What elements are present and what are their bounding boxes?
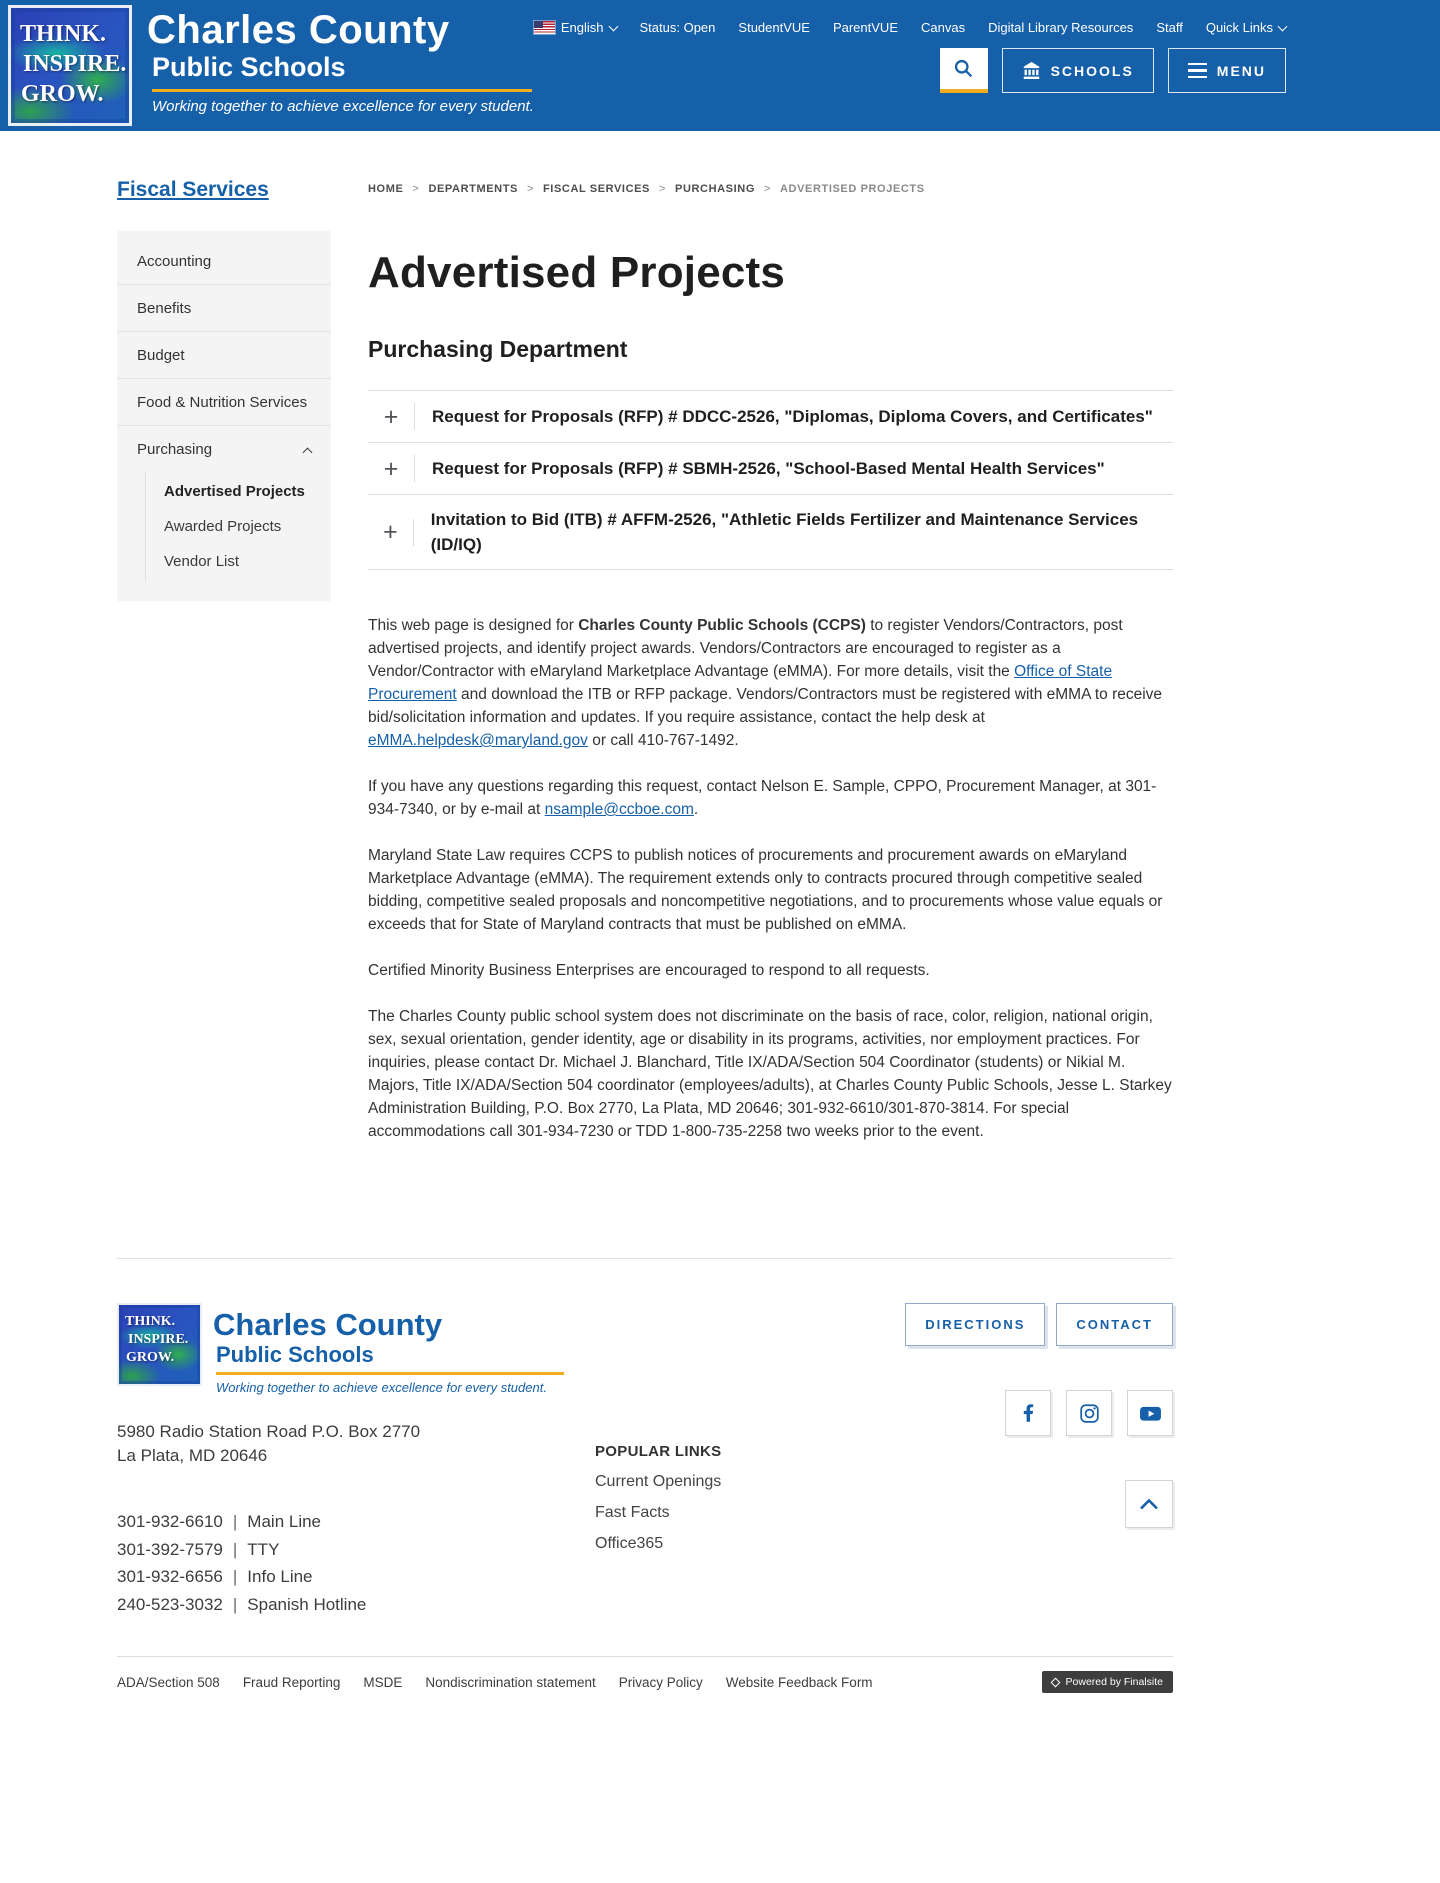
menu-button-label: MENU bbox=[1216, 62, 1267, 79]
plus-icon: + bbox=[383, 518, 398, 546]
accordion-title: Request for Proposals (RFP) # SBMH-2526, "School-Based Mental Health Services" bbox=[432, 459, 1105, 478]
footer-tagline: Working together to achieve excellence for every student. bbox=[216, 1380, 547, 1395]
social-links bbox=[1005, 1390, 1173, 1436]
body-copy bbox=[368, 614, 1173, 1143]
paragraph-contact bbox=[368, 775, 1173, 821]
chevron-down-icon bbox=[608, 21, 618, 31]
menu-button[interactable] bbox=[1168, 48, 1286, 93]
phone-tty bbox=[117, 1536, 595, 1564]
site-tagline: Working together to achieve excellence for every student. bbox=[152, 98, 534, 115]
text-segment: This web page is designed for bbox=[368, 617, 579, 634]
sidebar-item-advertised-projects[interactable]: Advertised Projects bbox=[164, 483, 305, 500]
sidebar-item-vendor-list[interactable]: Vendor List bbox=[164, 553, 240, 570]
accordion-title: Invitation to Bid (ITB) # AFFM-2526, "Athletic Fields Fertilizer and Maintenance Services (ID/IQ) bbox=[430, 510, 1139, 554]
link-office365[interactable]: Office365 bbox=[595, 1535, 664, 1552]
nav-studentvue[interactable]: StudentVUE bbox=[738, 20, 810, 35]
finalsite-icon bbox=[1050, 1677, 1060, 1687]
purchasing-subnav bbox=[145, 472, 331, 581]
footer-left bbox=[117, 1303, 595, 1618]
text-segment: If you have any questions regarding this request, contact Nelson E. Sample, CPPO, Procurement Manager, at 301-934-7340, or by e-mail at bbox=[368, 778, 1157, 818]
footer-title-line2: Public Schools bbox=[216, 1342, 374, 1367]
footer-columns bbox=[117, 1259, 1173, 1618]
link-current-openings[interactable]: Current Openings bbox=[595, 1473, 722, 1490]
nav-status[interactable]: Status: Open bbox=[639, 20, 716, 35]
footer-logo[interactable] bbox=[117, 1303, 202, 1386]
breadcrumb-fiscal-services[interactable]: FISCAL SERVICES bbox=[542, 183, 650, 195]
schools-button[interactable] bbox=[1002, 48, 1154, 93]
footer-phones bbox=[117, 1508, 595, 1618]
powered-by-label: Powered by Finalsite bbox=[1065, 1676, 1163, 1688]
site-identity bbox=[147, 8, 534, 131]
chevron-down-icon bbox=[1278, 21, 1288, 31]
gold-divider bbox=[152, 89, 532, 92]
youtube-icon bbox=[1139, 1404, 1162, 1423]
section-title: Purchasing Department bbox=[368, 336, 628, 362]
breadcrumb-separator: > bbox=[659, 183, 667, 195]
phone-label: Spanish Hotline bbox=[247, 1594, 367, 1614]
text-segment: and download the ITB or RFP package. Vendors/Contractors must be registered with eMMA to receive bid/solicitation information and updates. If you require assistance, contact the help desk at bbox=[368, 686, 1163, 726]
breadcrumb bbox=[368, 183, 1173, 195]
breadcrumb-purchasing[interactable]: PURCHASING bbox=[675, 183, 755, 195]
logo-text-grow: GROW. bbox=[21, 81, 104, 107]
logo-text-think: THINK. bbox=[20, 21, 107, 47]
breadcrumb-home[interactable]: HOME bbox=[368, 183, 404, 195]
footer-right bbox=[907, 1303, 1173, 1618]
address-line1: 5980 Radio Station Road P.O. Box 2770 bbox=[117, 1422, 421, 1441]
footer-bottom-links bbox=[117, 1675, 873, 1690]
footer-bottom-bar bbox=[117, 1656, 1173, 1703]
page-title: Advertised Projects bbox=[368, 248, 786, 297]
phone-number: 301-932-6610 bbox=[117, 1512, 223, 1531]
text-segment: to register Vendors/Contractors, post advertised projects, and identify project awards. Vendors/Contractors are encouraged to register as a Vendor/Contractor with eMaryland Marketplace Advantage (eMMA). For more details, visit the bbox=[368, 617, 1123, 680]
text-bold-ccps: Charles County Public Schools (CCPS) bbox=[578, 617, 866, 634]
gold-divider bbox=[216, 1372, 564, 1375]
link-fast-facts[interactable]: Fast Facts bbox=[595, 1504, 670, 1521]
text-segment: or call 410-767-1492. bbox=[587, 732, 739, 749]
us-flag-icon bbox=[534, 21, 555, 34]
facebook-icon bbox=[1023, 1403, 1034, 1423]
phone-main-line bbox=[117, 1508, 595, 1536]
accordion-divider bbox=[413, 519, 414, 546]
accordion-divider bbox=[414, 403, 415, 430]
breadcrumb-departments[interactable]: DEPARTMENTS bbox=[428, 183, 518, 195]
plus-icon: + bbox=[383, 402, 399, 431]
phone-number: 301-932-6656 bbox=[117, 1567, 223, 1586]
scroll-to-top-button[interactable] bbox=[1125, 1480, 1173, 1528]
language-label: English bbox=[560, 20, 604, 35]
accordion-rfp-sbmh-2526[interactable] bbox=[368, 443, 1173, 495]
phone-number: 301-392-7579 bbox=[117, 1539, 223, 1559]
link-office-of-state-procurement[interactable]: Office of State Procurement bbox=[368, 663, 1113, 703]
footer-middle bbox=[595, 1303, 907, 1618]
link-fraud-reporting[interactable]: Fraud Reporting bbox=[242, 1674, 341, 1690]
header-right bbox=[534, 0, 1440, 131]
utility-nav bbox=[534, 20, 1286, 35]
link-msde[interactable]: MSDE bbox=[363, 1674, 403, 1690]
site-title-line2: Public Schools bbox=[152, 52, 346, 82]
directions-button[interactable]: DIRECTIONS bbox=[905, 1303, 1045, 1346]
pipe-separator: | bbox=[232, 1512, 238, 1531]
accordion-rfp-ddcc-2526[interactable] bbox=[368, 391, 1173, 443]
phone-label: Main Line bbox=[247, 1512, 322, 1531]
footer-title-line1: Charles County bbox=[213, 1307, 443, 1342]
link-nondiscrimination-statement[interactable]: Nondiscrimination statement bbox=[425, 1674, 596, 1690]
accordion-divider bbox=[414, 455, 415, 482]
pipe-separator: | bbox=[232, 1539, 238, 1559]
phone-spanish-hotline bbox=[117, 1591, 595, 1619]
logo-text-inspire: INSPIRE. bbox=[128, 1332, 189, 1347]
popular-links-title: POPULAR LINKS bbox=[595, 1443, 722, 1460]
sidebar-item-food-nutrition[interactable]: Food & Nutrition Services bbox=[117, 378, 331, 425]
section-nav bbox=[117, 231, 331, 601]
logo-text-grow: GROW. bbox=[126, 1350, 175, 1365]
nav-digital-library[interactable]: Digital Library Resources bbox=[988, 20, 1134, 35]
accordion-itb-affm-2526[interactable] bbox=[368, 495, 1173, 570]
chevron-up-icon[interactable] bbox=[303, 447, 313, 457]
header-actions bbox=[940, 48, 1286, 93]
plus-icon: + bbox=[383, 454, 399, 483]
sidebar bbox=[117, 131, 331, 1166]
school-icon bbox=[1022, 62, 1041, 79]
pipe-separator: | bbox=[232, 1594, 238, 1614]
breadcrumb-current: ADVERTISED PROJECTS bbox=[780, 183, 925, 195]
sidebar-item-budget[interactable]: Budget bbox=[117, 331, 331, 378]
main-layout bbox=[117, 131, 1173, 1166]
phone-label: Info Line bbox=[247, 1567, 313, 1586]
breadcrumb-separator: > bbox=[412, 183, 420, 195]
schools-button-label: SCHOOLS bbox=[1050, 62, 1134, 79]
contact-button[interactable]: CONTACT bbox=[1056, 1303, 1173, 1346]
footer-buttons bbox=[905, 1303, 1173, 1346]
nav-parentvue[interactable]: ParentVUE bbox=[832, 20, 898, 35]
page-end-spacer bbox=[0, 1703, 1440, 1883]
sidebar-title-fiscal-services[interactable]: Fiscal Services bbox=[117, 178, 269, 201]
instagram-button[interactable] bbox=[1066, 1390, 1112, 1436]
phone-label: TTY bbox=[247, 1539, 280, 1559]
breadcrumb-separator: > bbox=[526, 183, 534, 195]
sidebar-item-benefits[interactable]: Benefits bbox=[117, 284, 331, 331]
chevron-up-icon bbox=[1139, 1498, 1159, 1510]
pipe-separator: | bbox=[232, 1567, 238, 1586]
footer-address bbox=[117, 1420, 595, 1468]
hamburger-icon bbox=[1188, 63, 1207, 79]
link-privacy-policy[interactable]: Privacy Policy bbox=[618, 1674, 703, 1690]
sidebar-item-awarded-projects[interactable]: Awarded Projects bbox=[164, 518, 282, 535]
logo-text-inspire: INSPIRE. bbox=[23, 51, 127, 77]
link-ada-section-508[interactable]: ADA/Section 508 bbox=[117, 1674, 220, 1690]
phone-number: 240-523-3032 bbox=[117, 1594, 223, 1614]
address-line2: La Plata, MD 20646 bbox=[117, 1446, 268, 1465]
accordion-list bbox=[368, 390, 1173, 570]
search-button[interactable] bbox=[940, 48, 988, 93]
logo-text-think: THINK. bbox=[125, 1314, 176, 1329]
footer-logo-block bbox=[117, 1303, 595, 1395]
youtube-button[interactable] bbox=[1127, 1390, 1173, 1436]
instagram-icon bbox=[1079, 1403, 1100, 1424]
paragraph-nondiscrimination: The Charles County public school system does not discriminate on the basis of race, color, religion, national origin, sex, sexual orientation, gender identity, age or disability in its programs, activities, nor employment practices. For inquiries, please contact Dr. Michael J. Blanchard, Title IX/ADA/Section 504 Coordinator (students) or Nikial M. Majors, Title IX/ADA/Section 504 coordinator (employees/adults), at Charles County Public Schools, Jesse L. Starkey Administration Building, P.O. Box 2770, La Plata, MD 20646; 301-932-6610/301-870-3814. For special accommodations call 301-934-7230 or TDD 1-800-735-2258 two weeks prior to the event. bbox=[368, 1008, 1172, 1140]
nav-canvas[interactable]: Canvas bbox=[921, 20, 966, 35]
link-emma-helpdesk-email[interactable]: eMMA.helpdesk@maryland.gov bbox=[368, 732, 588, 749]
powered-by-finalsite[interactable] bbox=[1042, 1671, 1173, 1693]
site-title-line1: Charles County bbox=[147, 8, 450, 52]
sidebar-item-purchasing[interactable] bbox=[117, 425, 331, 472]
footer-site-identity bbox=[213, 1303, 564, 1395]
paragraph-intro bbox=[368, 614, 1173, 752]
site-header bbox=[0, 0, 1440, 131]
sidebar-item-accounting[interactable]: Accounting bbox=[137, 253, 212, 270]
accordion-title: Request for Proposals (RFP) # DDCC-2526, "Diplomas, Diploma Covers, and Certificates" bbox=[432, 407, 1153, 426]
quick-links-label: Quick Links bbox=[1205, 20, 1274, 35]
site-logo[interactable] bbox=[8, 5, 132, 126]
nav-staff[interactable]: Staff bbox=[1156, 20, 1183, 35]
paragraph-state-law: Maryland State Law requires CCPS to publish notices of procurements and procurement awards on eMaryland Marketplace Advantage (eMMA). The requirement extends only to contracts procured through competitive sealed bidding, competitive sealed proposals and noncompetitive negotiations, and to procurements whose value equals or exceeds that for State of Maryland contracts that must be published on eMMA. bbox=[368, 847, 1163, 933]
link-nsample-email[interactable]: nsample@ccboe.com bbox=[544, 801, 694, 818]
site-footer bbox=[117, 1258, 1173, 1703]
language-selector[interactable] bbox=[534, 20, 617, 35]
main-content bbox=[368, 131, 1173, 1166]
phone-info-line bbox=[117, 1563, 595, 1591]
search-icon bbox=[953, 58, 974, 79]
purchasing-label: Purchasing bbox=[137, 441, 213, 458]
text-segment: . bbox=[693, 801, 699, 818]
breadcrumb-separator: > bbox=[763, 183, 772, 195]
paragraph-mbe: Certified Minority Business Enterprises are encouraged to respond to all requests. bbox=[368, 962, 930, 979]
nav-quick-links[interactable] bbox=[1206, 20, 1286, 35]
link-website-feedback-form[interactable]: Website Feedback Form bbox=[725, 1674, 873, 1690]
facebook-button[interactable] bbox=[1005, 1390, 1051, 1436]
